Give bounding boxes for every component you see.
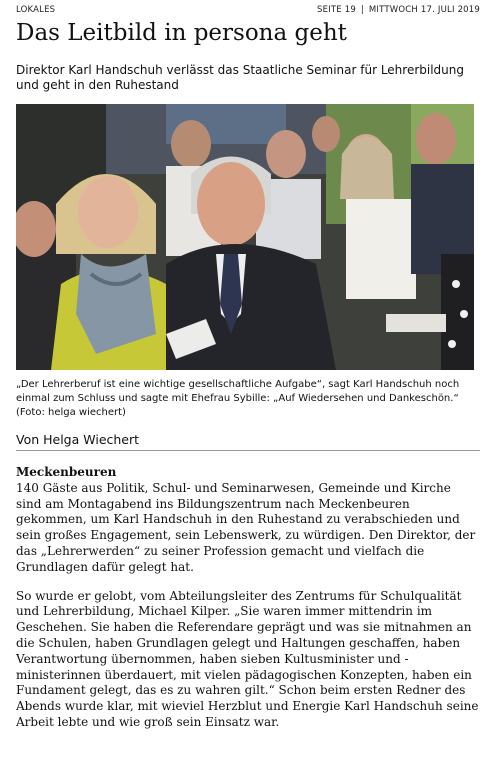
article-body [16, 465, 480, 731]
page-number: SEITE 19 [317, 5, 356, 15]
issue-date: MITTWOCH 17. JULI 2019 [368, 5, 480, 15]
page-header [16, 0, 480, 17]
article-subheadline: Direktor Karl Handschuh verlässt das Staatliche Seminar für Lehrerbildung und geht in den Ruhestand [16, 63, 465, 92]
article-headline: Das Leitbild in persona geht [16, 20, 347, 46]
photo-caption: „Der Lehrerberuf ist eine wichtige gesellschaftliche Aufgabe“, sagt Karl Handschuh noch einmal zum Schluss und sagte mit Ehefrau Sybille: „Auf Wiedersehen und Dankeschön.“ (Foto: helga wiechert) [16, 379, 460, 418]
article-photo [16, 104, 474, 370]
body-paragraph: So wurde er gelobt, vom Abteilungsleiter des Zentrums für Schulqualität und Lehrerbildung, Michael Kilper. „Sie waren immer mittendrin im Geschehen. Sie haben die Referendare geprägt und was sie mitnahmen an die Schulen, haben Grundlagen gelegt und Haltungen geschaffen, haben Verantwortung übernommen, haben sieben Kultusminister und -ministerinnen überdauert, mit vielen pädagogischen Konzepten, haben ein Fundament gelegt, das es zu wahren gilt.“ Schon beim ersten Redner des Abends wurde klar, mit wieviel Herzblut und Energie Karl Handschuh seine Arbeit lebte und wie groß sein Einsatz war. [16, 588, 479, 729]
page-info [315, 5, 480, 15]
section-label: LOKALES [16, 5, 56, 15]
body-paragraph: 140 Gäste aus Politik, Schul- und Seminarwesen, Gemeinde und Kirche sind am Montagabend ins Bildungszentrum nach Meckenbeuren gekommen, um Karl Handschuh in den Ruhestand zu verabschieden und sein großes Engagement, sein Lebenswerk, zu würdigen. Den Direktor, der das „Lehrerwerden“ zu seiner Profession gemacht und vielfach die Grundlagen dafür gelegt hat. [16, 480, 476, 574]
header-separator: | [360, 5, 364, 15]
byline: Von Helga Wiechert [16, 432, 480, 451]
audience-photo-illustration [16, 104, 474, 370]
dateline: Meckenbeuren [16, 465, 117, 479]
